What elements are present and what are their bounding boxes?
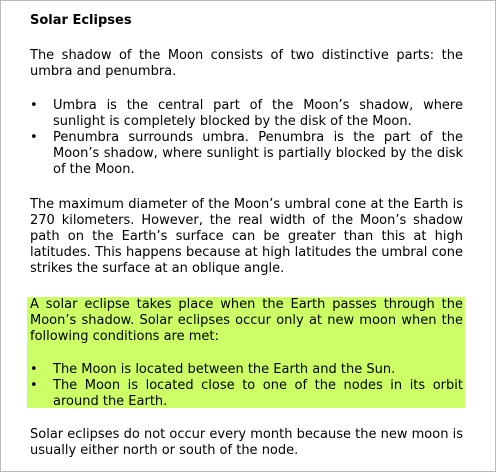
list-item-penumbra bbox=[30, 130, 463, 178]
list-item-text: The Moon is located between the Earth and the Sun. bbox=[53, 362, 396, 377]
list-item-text: Umbra is the central part of the Moon’s shadow, where sunlight is completely blocked by the disk of the Moon. bbox=[53, 98, 463, 129]
eclipse-definition-paragraph: A solar eclipse takes place when the Earth passes through the Moon’s shadow. Solar eclipses occur only at new moon when the following conditions are met: bbox=[30, 297, 463, 344]
page-title: Solar Eclipses bbox=[30, 13, 132, 28]
umbral-cone-paragraph: The maximum diameter of the Moon’s umbral cone at the Earth is 270 kilometers. However, the real width of the Moon’s shadow path on the Earth’s surface can be greater than this at high latitudes. This happens because at high latitudes the umbral cone strikes the surface at an oblique angle. bbox=[30, 197, 463, 276]
closing-paragraph: Solar eclipses do not occur every month because the new moon is usually either north or south of the node. bbox=[30, 427, 463, 458]
list-item-condition-between bbox=[30, 362, 463, 378]
eclipse-conditions-list bbox=[30, 362, 463, 410]
bullet-icon: • bbox=[30, 98, 38, 113]
bullet-icon: • bbox=[30, 130, 38, 145]
intro-paragraph: The shadow of the Moon consists of two distinctive parts: the umbra and penumbra. bbox=[30, 48, 463, 79]
bullet-icon: • bbox=[30, 362, 38, 377]
shadow-parts-list bbox=[30, 98, 463, 178]
list-item-umbra bbox=[30, 98, 463, 130]
list-item-text: Penumbra surrounds umbra. Penumbra is the part of the Moon’s shadow, where sunlight is partially blocked by the disk of the Moon. bbox=[53, 130, 463, 177]
list-item-text: The Moon is located close to one of the nodes in its orbit around the Earth. bbox=[53, 378, 463, 409]
bullet-icon: • bbox=[30, 378, 38, 393]
list-item-condition-nodes bbox=[30, 378, 463, 410]
